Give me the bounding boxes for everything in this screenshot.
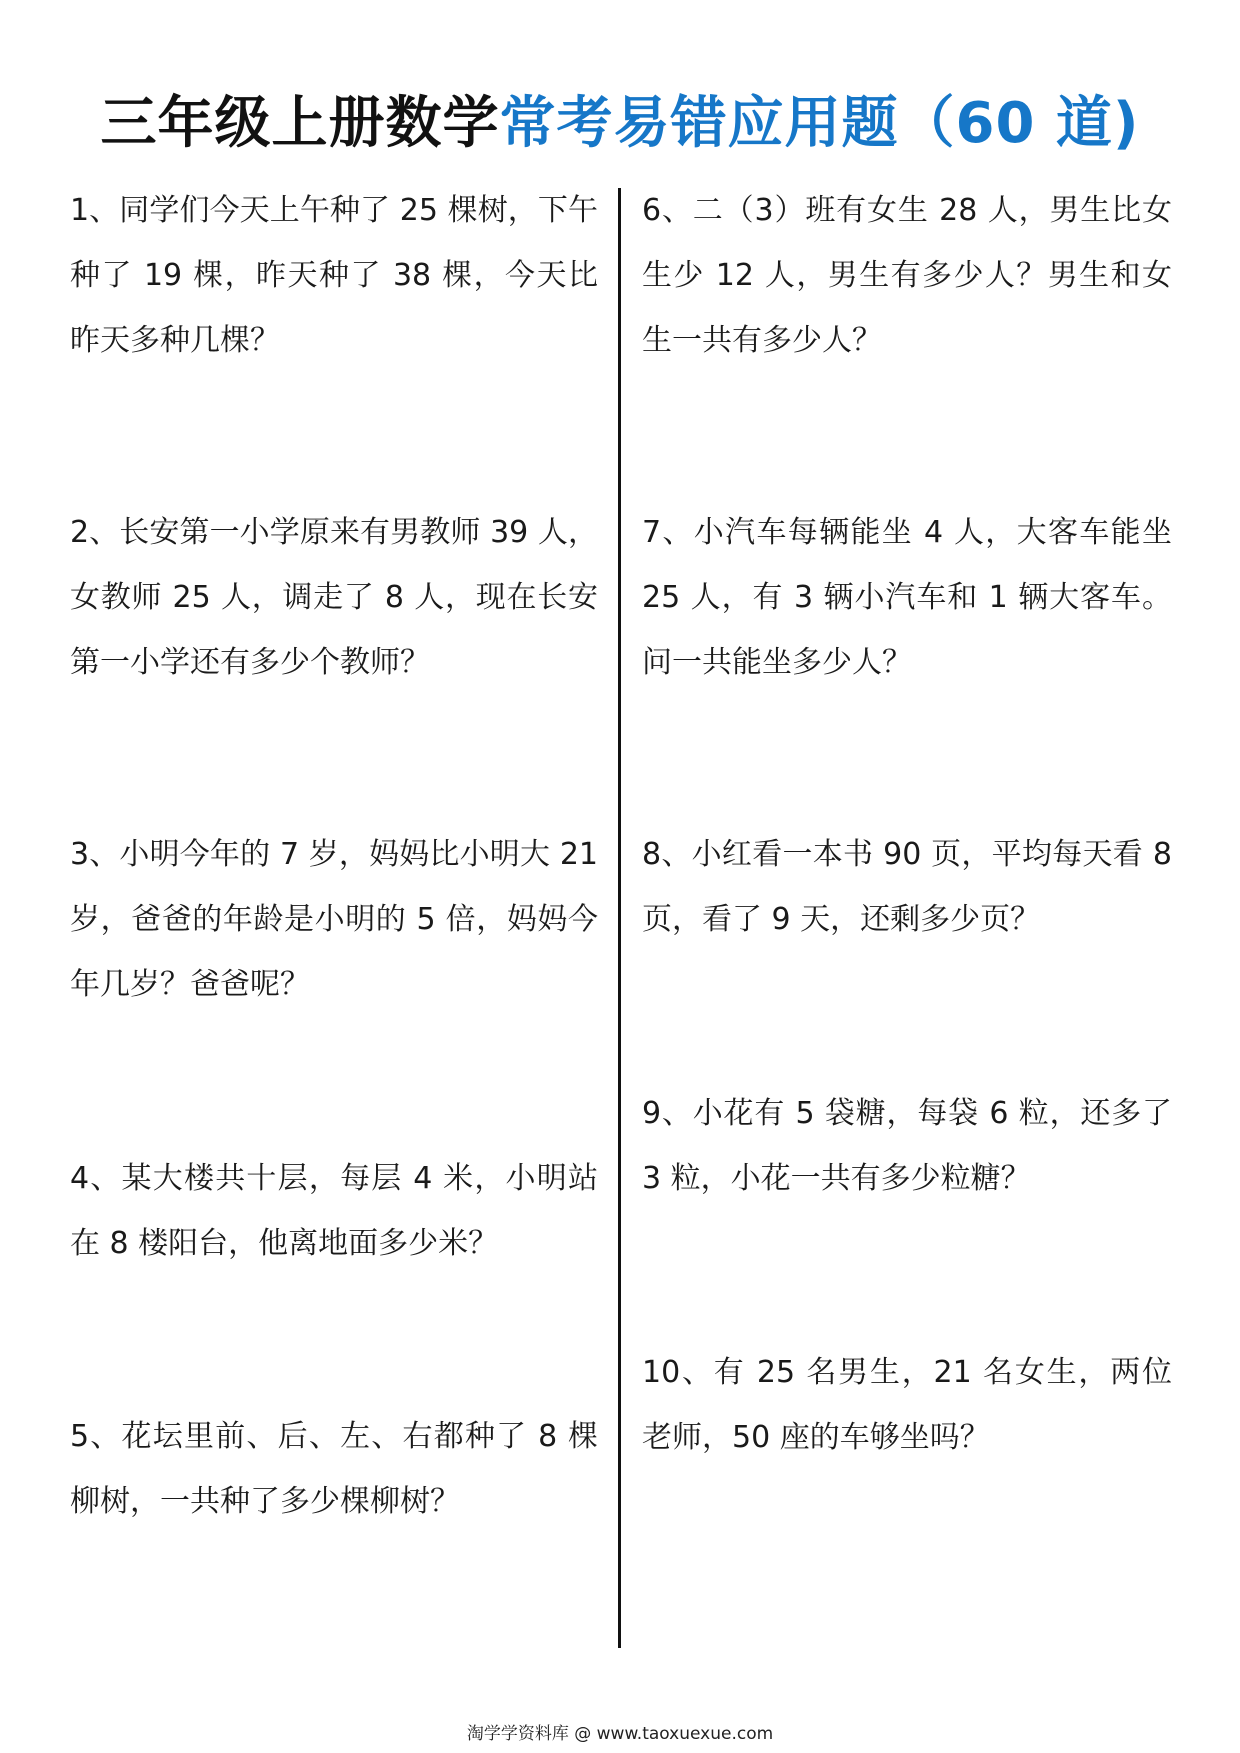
problem-9: 9、小花有 5 袋糖，每袋 6 粒，还多了 3 粒，小花一共有多少粒糖？ bbox=[642, 1096, 1172, 1196]
title-part-black: 三年级上册数学 bbox=[100, 91, 500, 156]
problem-10: 10、有 25 名男生，21 名女生，两位老师，50 座的车够坐吗？ bbox=[642, 1355, 1172, 1455]
problem-2: 2、长安第一小学原来有男教师 39 人，女教师 25 人，调走了 8 人，现在长安第一小学还有多少个教师？ bbox=[70, 515, 598, 680]
page-title bbox=[0, 88, 1240, 160]
problem-5: 5、花坛里前、后、左、右都种了 8 棵柳树，一共种了多少棵柳树？ bbox=[70, 1419, 598, 1519]
problem-6: 6、二（3）班有女生 28 人，男生比女生少 12 人，男生有多少人？男生和女生一共有多少人？ bbox=[642, 193, 1172, 358]
column-divider bbox=[618, 188, 621, 1648]
footer-watermark: 淘学学资料库 @ www.taoxuexue.com bbox=[466, 1724, 774, 1744]
problem-8: 8、小红看一本书 90 页，平均每天看 8 页，看了 9 天，还剩多少页？ bbox=[642, 837, 1172, 937]
problem-4: 4、某大楼共十层，每层 4 米，小明站在 8 楼阳台，他离地面多少米？ bbox=[70, 1161, 598, 1261]
problem-1: 1、同学们今天上午种了 25 棵树，下午种了 19 棵，昨天种了 38 棵，今天比昨天多种几棵？ bbox=[70, 193, 598, 358]
problem-3: 3、小明今年的 7 岁，妈妈比小明大 21 岁，爸爸的年龄是小明的 5 倍，妈妈今年几岁？爸爸呢？ bbox=[70, 837, 598, 1002]
title-part-blue: 常考易错应用题（60 道) bbox=[499, 91, 1140, 156]
problem-7: 7、小汽车每辆能坐 4 人，大客车能坐 25 人，有 3 辆小汽车和 1 辆大客车。问一共能坐多少人？ bbox=[642, 515, 1172, 680]
